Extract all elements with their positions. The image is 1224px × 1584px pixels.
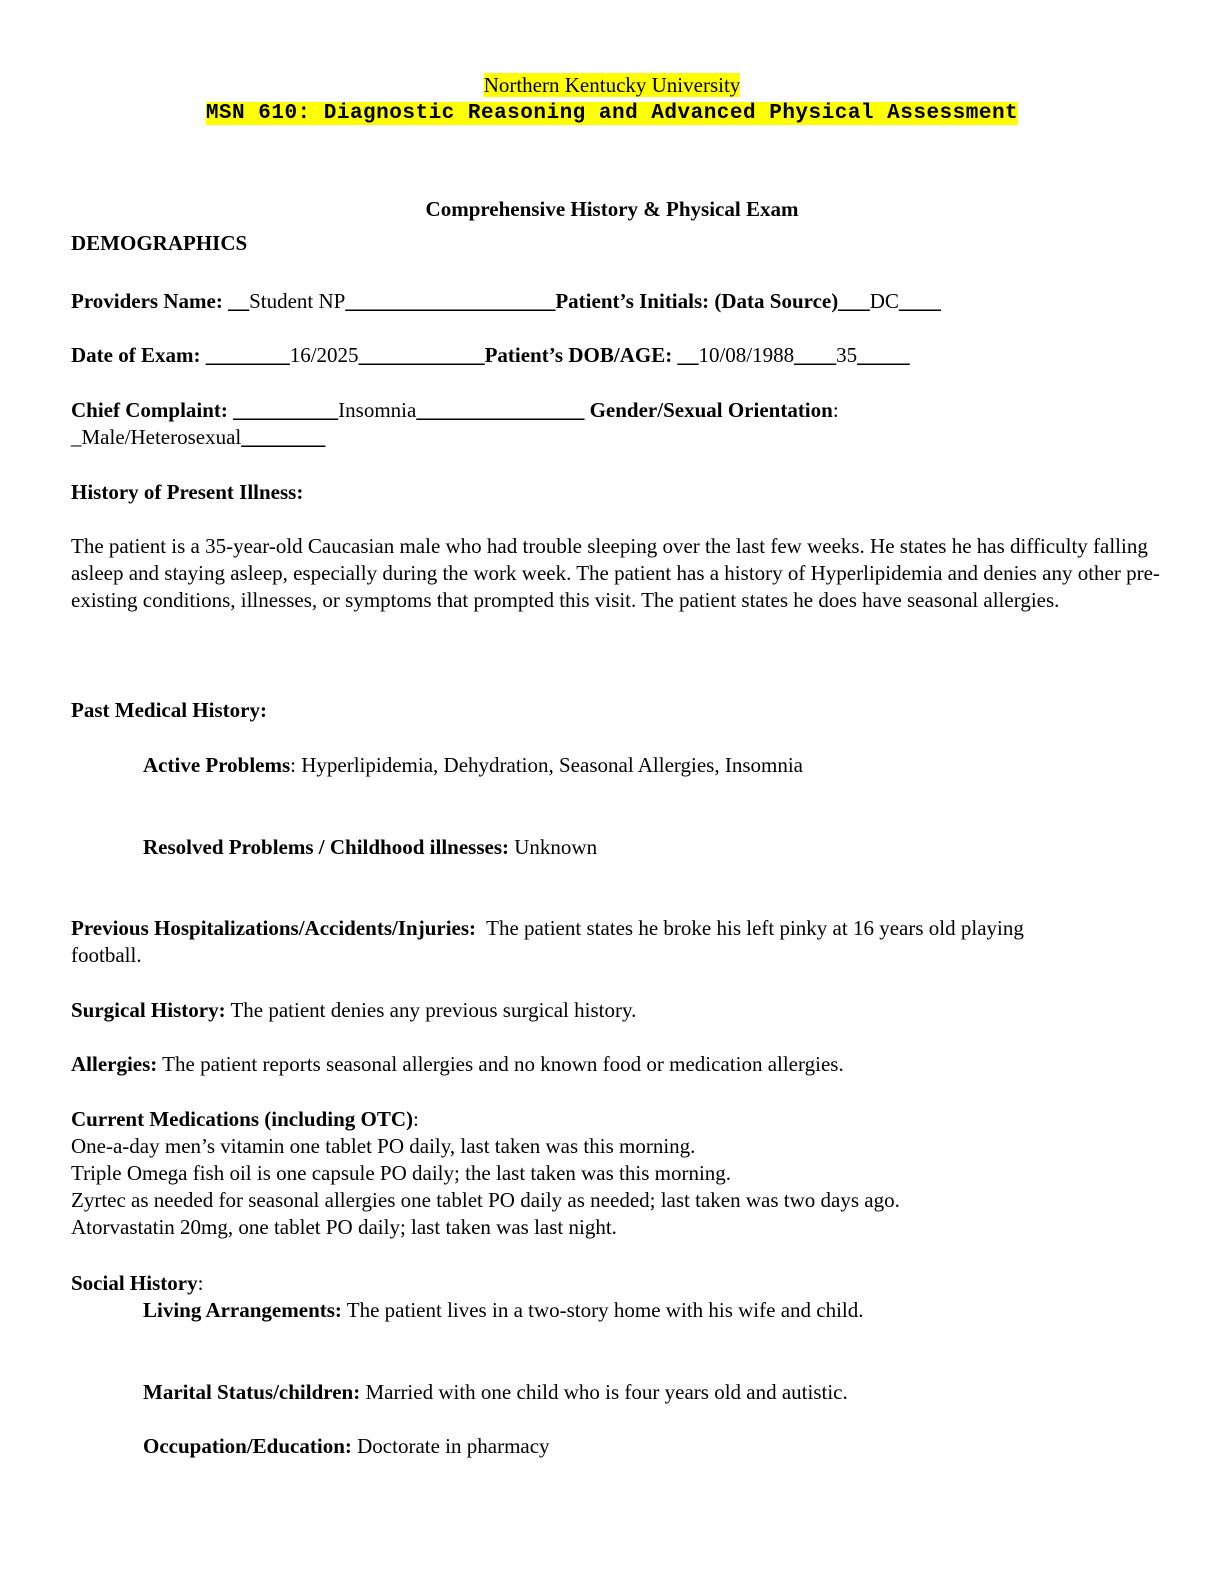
hospitalizations bbox=[71, 915, 1081, 969]
surgical-label: Surgical History: bbox=[71, 998, 226, 1022]
hospitalizations-label: Previous Hospitalizations/Accidents/Injuries: bbox=[71, 916, 477, 940]
date-dob-line bbox=[71, 342, 910, 369]
allergies-label: Allergies: bbox=[71, 1052, 158, 1076]
surgical-value: The patient denies any previous surgical history. bbox=[225, 998, 637, 1022]
dob-value: 10/08/1988 bbox=[698, 343, 795, 367]
medication-item: One-a-day men’s vitamin one tablet PO daily, last taken was this morning. bbox=[71, 1134, 696, 1158]
gender-colon: : bbox=[832, 398, 839, 422]
marital-label: Marital Status/children: bbox=[143, 1380, 361, 1404]
medication-item: Triple Omega fish oil is one capsule PO daily; the last taken was this morning. bbox=[71, 1161, 732, 1185]
initials-value: DC bbox=[869, 289, 899, 313]
course-name: MSN 610: Diagnostic Reasoning and Advanced Physical Assessment bbox=[205, 102, 1019, 125]
initials-underline-pre: ___ bbox=[838, 289, 870, 313]
gender-line bbox=[71, 424, 325, 451]
resolved-problems-label: Resolved Problems / Childhood illnesses: bbox=[143, 835, 509, 859]
medications-heading-text: Current Medications (including OTC) bbox=[71, 1107, 414, 1131]
complaint-underline-post: ________________ bbox=[416, 398, 585, 422]
gender-label: Gender/Sexual Orientation bbox=[589, 398, 833, 422]
provider-underline-post: ____________________ bbox=[345, 289, 556, 313]
resolved-problems bbox=[143, 834, 597, 861]
date-underline-pre: ________ bbox=[205, 343, 290, 367]
social-heading-text: Social History bbox=[71, 1271, 198, 1295]
provider-initials-line bbox=[71, 288, 941, 315]
resolved-problems-value: Unknown bbox=[508, 835, 598, 859]
occupation-education bbox=[143, 1433, 550, 1460]
active-problems bbox=[143, 752, 803, 779]
hpi-heading: History of Present Illness: bbox=[71, 480, 304, 504]
provider-underline-pre: __ bbox=[228, 289, 250, 313]
living-label: Living Arrangements: bbox=[143, 1298, 342, 1322]
occupation-label: Occupation/Education: bbox=[143, 1434, 352, 1458]
complaint-gender-line bbox=[71, 397, 839, 424]
active-problems-label: Active Problems bbox=[143, 753, 291, 777]
social-heading bbox=[71, 1270, 203, 1297]
dob-underline-post: _____ bbox=[857, 343, 910, 367]
medication-item: Atorvastatin 20mg, one tablet PO daily; last taken was last night. bbox=[71, 1215, 617, 1239]
course-header bbox=[0, 100, 1224, 127]
allergies bbox=[71, 1051, 844, 1078]
complaint-underline-pre: __________ bbox=[233, 398, 339, 422]
hospitalizations-value: The patient states he broke his left pinky at 16 years old playing football. bbox=[71, 916, 1030, 967]
initials-underline-post: ____ bbox=[898, 289, 941, 313]
hpi-text: The patient is a 35-year-old Caucasian male who had trouble sleeping over the last few weeks. He states he has difficulty falling asleep and staying asleep, especially during the work week. The patient has a history of Hyperlipidemia and denies any other pre-existing conditions, illnesses, or symptoms that prompted this visit. The patient states he does have seasonal allergies. bbox=[71, 534, 1160, 612]
page-title: Comprehensive History & Physical Exam bbox=[425, 197, 799, 221]
occupation-value: Doctorate in pharmacy bbox=[351, 1434, 550, 1458]
pmh-heading: Past Medical History: bbox=[71, 698, 267, 722]
medication-item: Zyrtec as needed for seasonal allergies one tablet PO daily as needed; last taken was two days ago. bbox=[71, 1188, 900, 1212]
date-underline-post: ____________ bbox=[358, 343, 485, 367]
surgical-history bbox=[71, 997, 636, 1024]
medications-colon: : bbox=[413, 1107, 419, 1131]
initials-label: Patient’s Initials: (Data Source) bbox=[555, 289, 839, 313]
date-label: Date of Exam: bbox=[71, 343, 206, 367]
marital-value: Married with one child who is four years old and autistic. bbox=[360, 1380, 848, 1404]
demographics-heading: DEMOGRAPHICS bbox=[71, 231, 248, 255]
social-colon: : bbox=[197, 1271, 204, 1295]
complaint-value: Insomnia bbox=[338, 398, 417, 422]
complaint-label: Chief Complaint: bbox=[71, 398, 234, 422]
allergies-value: The patient reports seasonal allergies and no known food or medication allergies. bbox=[157, 1052, 844, 1076]
dob-label: Patient’s DOB/AGE: bbox=[484, 343, 678, 367]
provider-value: Student NP bbox=[249, 289, 346, 313]
gender-value: _Male/Heterosexual bbox=[71, 425, 242, 449]
active-problems-value: : Hyperlipidemia, Dehydration, Seasonal Allergies, Insomnia bbox=[290, 753, 803, 777]
medications-heading bbox=[71, 1106, 419, 1133]
dob-underline-mid: ____ bbox=[794, 343, 837, 367]
university-header bbox=[0, 72, 1224, 99]
provider-label: Providers Name: bbox=[71, 289, 229, 313]
marital-status bbox=[143, 1379, 848, 1406]
university-name: Northern Kentucky University bbox=[483, 73, 741, 97]
living-value: The patient lives in a two-story home with his wife and child. bbox=[341, 1298, 864, 1322]
age-value: 35 bbox=[836, 343, 858, 367]
dob-underline-pre: __ bbox=[677, 343, 699, 367]
date-value: 16/2025 bbox=[289, 343, 359, 367]
living-arrangements bbox=[143, 1297, 864, 1324]
gender-underline-post: ________ bbox=[241, 425, 326, 449]
